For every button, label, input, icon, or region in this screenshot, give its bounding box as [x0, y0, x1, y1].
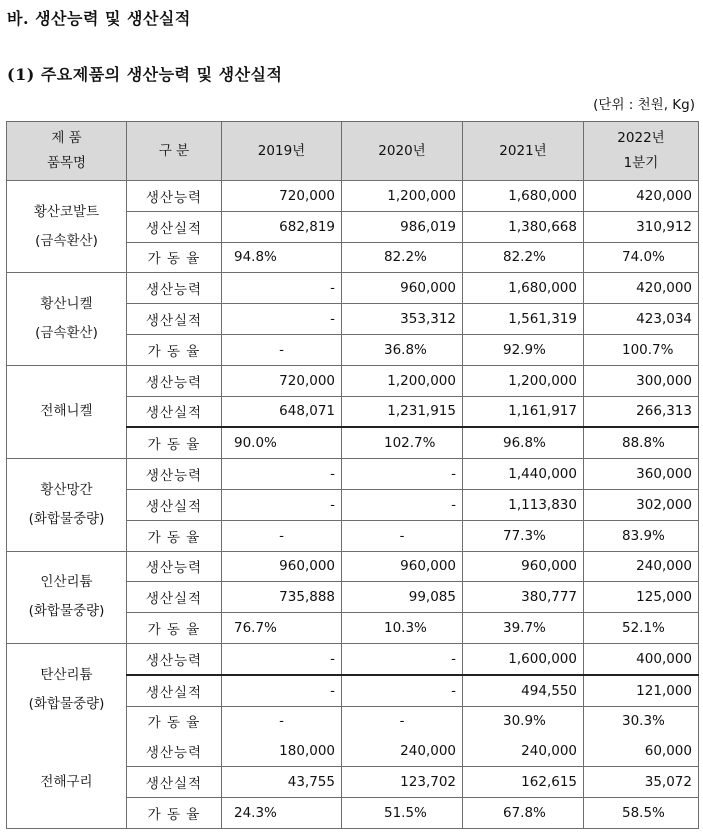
value-cell: 1,680,000: [463, 273, 584, 304]
value-cell: 266,313: [584, 396, 699, 427]
product-name-unit: (금속환산): [35, 325, 98, 342]
value-cell: 720,000: [222, 181, 342, 212]
value-cell: 960,000: [342, 551, 463, 582]
value-cell: 96.8%: [463, 427, 584, 458]
value-cell: -: [342, 489, 463, 520]
value-cell: 420,000: [584, 273, 699, 304]
value-cell: 1,680,000: [463, 181, 584, 212]
value-cell: 1,200,000: [342, 181, 463, 212]
header-kind: 구 분: [127, 122, 222, 181]
value-cell: 60,000: [584, 736, 699, 766]
value-cell: 960,000: [463, 551, 584, 582]
header-2022q1: [584, 122, 699, 181]
header-2019: 2019년: [222, 122, 342, 181]
row-kind-label: 가 동 율: [127, 613, 222, 644]
value-cell: 35,072: [584, 767, 699, 798]
value-cell: 30.3%: [584, 706, 699, 736]
header-2021: 2021년: [463, 122, 584, 181]
row-kind-label: 생산능력: [127, 551, 222, 582]
value-cell: -: [342, 643, 463, 674]
value-cell: -: [342, 706, 463, 736]
product-name-cell: [7, 181, 127, 273]
product-name-cell: [7, 551, 127, 643]
value-cell: 380,777: [463, 582, 584, 613]
value-cell: 986,019: [342, 211, 463, 242]
value-cell: -: [222, 334, 342, 365]
value-cell: 1,200,000: [342, 365, 463, 396]
product-name-cell: [7, 365, 127, 458]
value-cell: 240,000: [342, 736, 463, 766]
row-kind-label: 생산실적: [127, 675, 222, 706]
value-cell: 30.9%: [463, 706, 584, 736]
value-cell: 82.2%: [463, 242, 584, 273]
product-name: 황산망간: [40, 481, 93, 498]
value-cell: -: [342, 459, 463, 490]
product-name-cell: [7, 273, 127, 365]
value-cell: 494,550: [463, 675, 584, 706]
value-cell: 10.3%: [342, 613, 463, 644]
header-2020: 2020년: [342, 122, 463, 181]
value-cell: -: [222, 489, 342, 520]
value-cell: 99,085: [342, 582, 463, 613]
value-cell: 420,000: [584, 181, 699, 212]
value-cell: 735,888: [222, 582, 342, 613]
product-name-unit: (화합물중량): [28, 510, 105, 527]
value-cell: -: [342, 675, 463, 706]
value-cell: 353,312: [342, 304, 463, 335]
product-name-cell: [7, 643, 127, 736]
table-row: [7, 736, 699, 766]
value-cell: 88.8%: [584, 427, 699, 458]
value-cell: 648,071: [222, 396, 342, 427]
table-row: [7, 181, 699, 212]
value-cell: 1,440,000: [463, 459, 584, 490]
value-cell: 90.0%: [222, 427, 342, 458]
header-product-line1: 제 품: [51, 130, 82, 146]
row-kind-label: 생산능력: [127, 459, 222, 490]
value-cell: 162,615: [463, 767, 584, 798]
row-kind-label: 생산실적: [127, 767, 222, 798]
subsection-title: (1) 주요제품의 생산능력 및 생산실적: [7, 65, 283, 84]
row-kind-label: 생산능력: [127, 736, 222, 766]
product-name-cell: [7, 736, 127, 828]
row-kind-label: 가 동 율: [127, 334, 222, 365]
table-row: [7, 551, 699, 582]
value-cell: 302,000: [584, 489, 699, 520]
header-product-line2: 품목명: [46, 155, 87, 171]
product-name: 탄산리튬: [40, 667, 93, 684]
value-cell: 92.9%: [463, 334, 584, 365]
value-cell: 360,000: [584, 459, 699, 490]
value-cell: -: [342, 520, 463, 551]
row-kind-label: 생산능력: [127, 643, 222, 674]
row-kind-label: 생산능력: [127, 365, 222, 396]
value-cell: 76.7%: [222, 613, 342, 644]
production-table: [6, 121, 699, 829]
value-cell: 94.8%: [222, 242, 342, 273]
product-name: 인산리튬: [40, 574, 93, 591]
row-kind-label: 생산실적: [127, 396, 222, 427]
value-cell: 123,702: [342, 767, 463, 798]
value-cell: 1,200,000: [463, 365, 584, 396]
value-cell: 52.1%: [584, 613, 699, 644]
header-product: [7, 122, 127, 181]
value-cell: 36.8%: [342, 334, 463, 365]
row-kind-label: 가 동 율: [127, 706, 222, 736]
value-cell: 74.0%: [584, 242, 699, 273]
value-cell: 1,600,000: [463, 643, 584, 674]
value-cell: 240,000: [463, 736, 584, 766]
value-cell: 960,000: [222, 551, 342, 582]
value-cell: -: [222, 459, 342, 490]
section-title: 바. 생산능력 및 생산실적: [7, 9, 191, 28]
value-cell: 77.3%: [463, 520, 584, 551]
value-cell: 1,161,917: [463, 396, 584, 427]
unit-note: (단위 : 천원, Kg): [593, 97, 695, 113]
product-name-unit: (화합물중량): [28, 696, 105, 713]
table-row: [7, 643, 699, 674]
value-cell: 82.2%: [342, 242, 463, 273]
header-2022q1-line1: 2022년: [617, 130, 665, 146]
row-kind-label: 생산능력: [127, 181, 222, 212]
value-cell: 102.7%: [342, 427, 463, 458]
value-cell: 180,000: [222, 736, 342, 766]
row-kind-label: 가 동 율: [127, 242, 222, 273]
value-cell: 83.9%: [584, 520, 699, 551]
value-cell: 400,000: [584, 643, 699, 674]
table-body: [7, 181, 699, 829]
product-name-unit: (금속환산): [35, 232, 98, 249]
value-cell: 121,000: [584, 675, 699, 706]
row-kind-label: 생산능력: [127, 273, 222, 304]
value-cell: 24.3%: [222, 797, 342, 828]
header-row: [7, 122, 699, 181]
row-kind-label: 생산실적: [127, 582, 222, 613]
row-kind-label: 생산실적: [127, 211, 222, 242]
value-cell: 1,380,668: [463, 211, 584, 242]
product-name: 전해구리: [40, 773, 93, 790]
value-cell: -: [222, 643, 342, 674]
product-name: 전해니켈: [40, 403, 93, 420]
value-cell: -: [222, 304, 342, 335]
value-cell: 43,755: [222, 767, 342, 798]
value-cell: -: [222, 520, 342, 551]
table-row: [7, 459, 699, 490]
value-cell: 240,000: [584, 551, 699, 582]
value-cell: 682,819: [222, 211, 342, 242]
row-kind-label: 생산실적: [127, 304, 222, 335]
product-name-cell: [7, 459, 127, 551]
value-cell: 960,000: [342, 273, 463, 304]
value-cell: 310,912: [584, 211, 699, 242]
value-cell: 1,231,915: [342, 396, 463, 427]
value-cell: 300,000: [584, 365, 699, 396]
row-kind-label: 생산실적: [127, 489, 222, 520]
value-cell: 51.5%: [342, 797, 463, 828]
value-cell: 58.5%: [584, 797, 699, 828]
product-name: 황산코발트: [33, 203, 100, 220]
row-kind-label: 가 동 율: [127, 520, 222, 551]
value-cell: 100.7%: [584, 334, 699, 365]
value-cell: 423,034: [584, 304, 699, 335]
value-cell: -: [222, 675, 342, 706]
value-cell: -: [222, 706, 342, 736]
value-cell: 67.8%: [463, 797, 584, 828]
value-cell: 1,561,319: [463, 304, 584, 335]
value-cell: 125,000: [584, 582, 699, 613]
product-name: 황산니켈: [40, 296, 93, 313]
product-name-unit: (화합물중량): [28, 603, 105, 620]
value-cell: 720,000: [222, 365, 342, 396]
row-kind-label: 가 동 율: [127, 797, 222, 828]
header-2022q1-line2: 1분기: [623, 155, 659, 171]
table-row: [7, 273, 699, 304]
row-kind-label: 가 동 율: [127, 427, 222, 458]
value-cell: -: [222, 273, 342, 304]
value-cell: 1,113,830: [463, 489, 584, 520]
value-cell: 39.7%: [463, 613, 584, 644]
table-row: [7, 365, 699, 396]
